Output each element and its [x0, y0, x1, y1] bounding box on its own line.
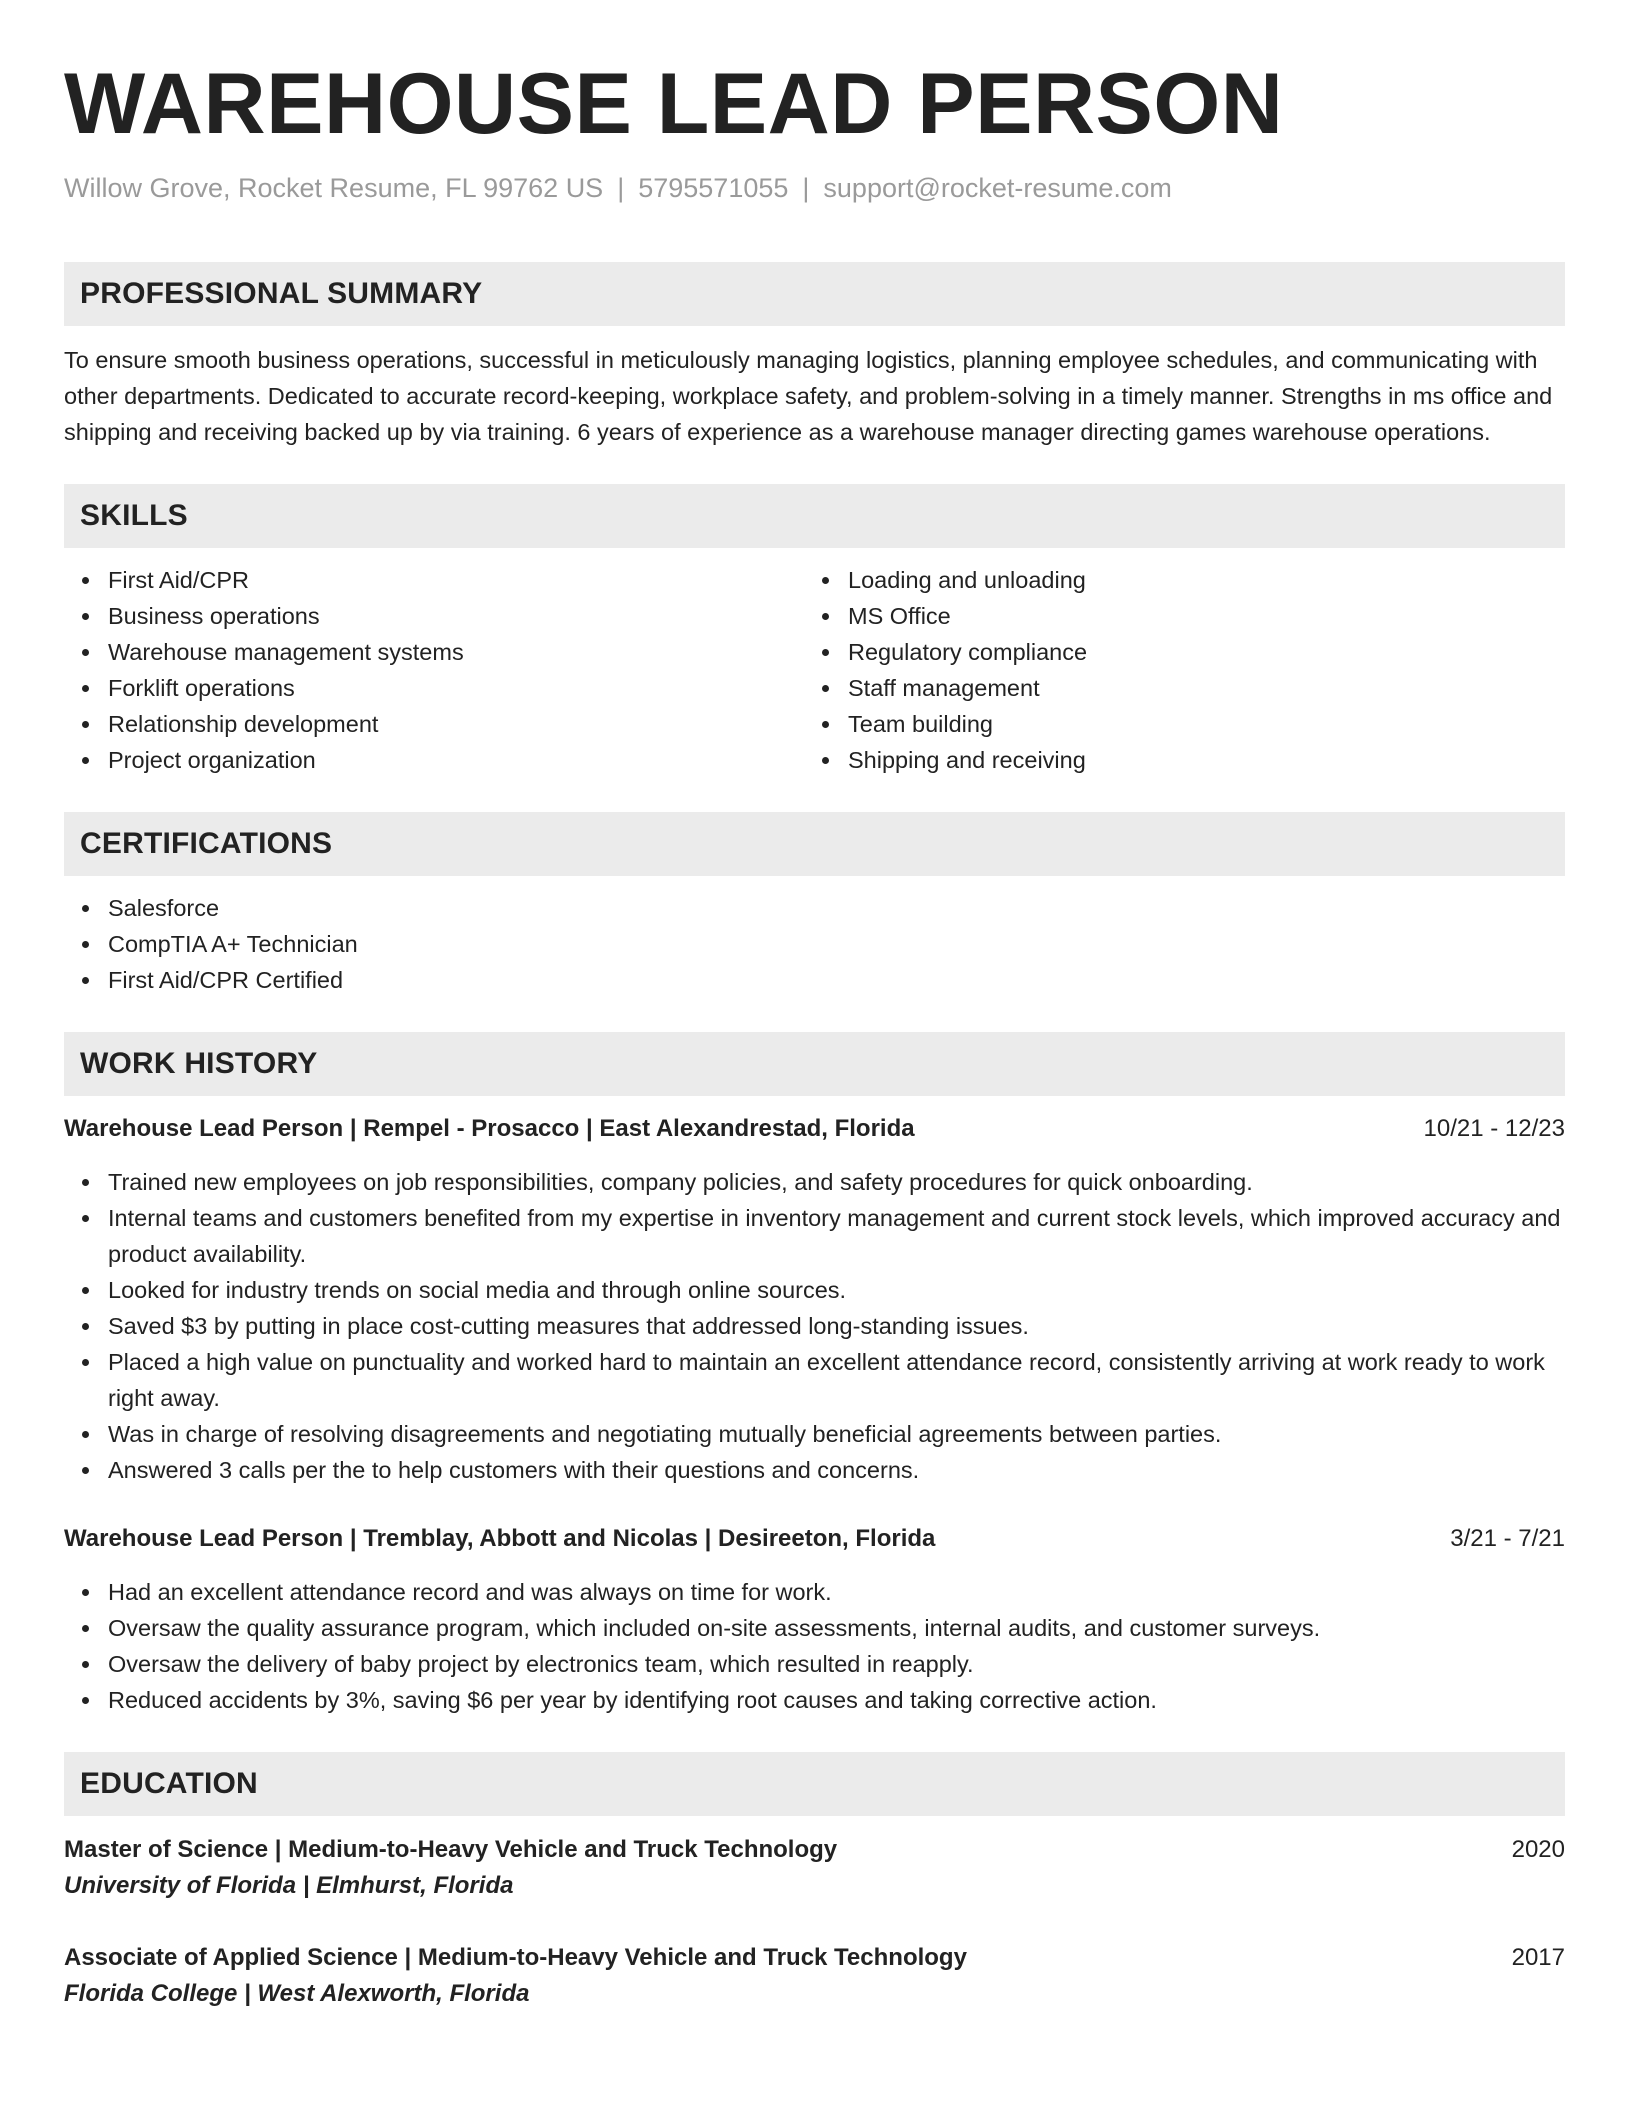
summary-text: To ensure smooth business operations, successful in meticulously managing logistics, planning employee schedules, and communicating with other departments. Dedicated to accurate record-keeping, workplace safety, and problem-solving in a timely manner. Strengths in ms office and shipping and receiving backed up by via training. 6 years of experience as a warehouse manager directing games warehouse operations.: [64, 347, 1553, 445]
summary-section: [64, 262, 1565, 450]
skill-item: Forklift operations: [108, 670, 804, 706]
job-duty: Trained new employees on job responsibilities, company policies, and safety procedures for quick onboarding.: [108, 1164, 1565, 1200]
job-duty: Oversaw the delivery of baby project by electronics team, which resulted in reapply.: [108, 1646, 1565, 1682]
certifications-heading: CERTIFICATIONS: [64, 812, 1565, 876]
education-year: 2020: [1511, 1836, 1565, 1863]
certifications-section: [64, 812, 1565, 998]
skill-item: Staff management: [848, 670, 1544, 706]
job-entry: [64, 1522, 1565, 1718]
skill-item: Team building: [848, 706, 1544, 742]
skills-column-left: [64, 562, 804, 778]
job-duty: Looked for industry trends on social media and through online sources.: [108, 1272, 1565, 1308]
skill-item: Relationship development: [108, 706, 804, 742]
job-entry: [64, 1112, 1565, 1488]
resume-page: [64, 0, 1565, 2012]
education-entry: [64, 1832, 1565, 1904]
job-dates: 3/21 - 7/21: [1450, 1525, 1565, 1552]
education-school: University of Florida | Elmhurst, Florida: [64, 1872, 514, 1899]
job-duty: Answered 3 calls per the to help customers with their questions and concerns.: [108, 1452, 1565, 1488]
job-duty: Had an excellent attendance record and was always on time for work.: [108, 1574, 1565, 1610]
education-header: [64, 1940, 1565, 1976]
job-duties: [64, 1164, 1565, 1488]
contact-phone: 5795571055: [638, 173, 789, 203]
contact-address: Willow Grove, Rocket Resume, FL 99762 US: [64, 173, 604, 203]
skill-item: Project organization: [108, 742, 804, 778]
work-history-section: [64, 1032, 1565, 1718]
skill-item: Shipping and receiving: [848, 742, 1544, 778]
skill-item: Regulatory compliance: [848, 634, 1544, 670]
skills-heading: SKILLS: [64, 484, 1565, 548]
contact-separator: |: [617, 173, 625, 203]
skills-list-left: [64, 562, 804, 778]
summary-heading: PROFESSIONAL SUMMARY: [64, 262, 1565, 326]
skills-column-right: [804, 562, 1544, 778]
skills-grid: [64, 562, 1565, 778]
job-duty: Saved $3 by putting in place cost-cutting measures that addressed long-standing issues.: [108, 1308, 1565, 1344]
skill-item: First Aid/CPR: [108, 562, 804, 598]
skills-list-right: [804, 562, 1544, 778]
education-heading: EDUCATION: [64, 1752, 1565, 1816]
education-degree: Master of Science | Medium-to-Heavy Vehicle and Truck Technology: [64, 1836, 838, 1863]
job-duty: Reduced accidents by 3%, saving $6 per year by identifying root causes and taking corrective action.: [108, 1682, 1565, 1718]
education-year: 2017: [1511, 1944, 1565, 1971]
job-duties: [64, 1574, 1565, 1718]
job-duty: Internal teams and customers benefited from my expertise in inventory management and current stock levels, which improved accuracy and product availability.: [108, 1200, 1565, 1272]
certification-item: First Aid/CPR Certified: [108, 962, 1565, 998]
job-duty: Was in charge of resolving disagreements and negotiating mutually beneficial agreements between parties.: [108, 1416, 1565, 1452]
education-header: [64, 1832, 1565, 1868]
job-duty: Oversaw the quality assurance program, which included on-site assessments, internal audits, and customer surveys.: [108, 1610, 1565, 1646]
education-degree: Associate of Applied Science | Medium-to-Heavy Vehicle and Truck Technology: [64, 1944, 967, 1971]
job-title: Warehouse Lead Person | Tremblay, Abbott and Nicolas | Desireeton, Florida: [64, 1525, 936, 1552]
certification-item: CompTIA A+ Technician: [108, 926, 1565, 962]
job-header: [64, 1112, 1565, 1146]
job-header: [64, 1522, 1565, 1556]
certifications-list: [64, 890, 1565, 998]
skill-item: Business operations: [108, 598, 804, 634]
candidate-name: WAREHOUSE LEAD PERSON: [64, 56, 1284, 152]
contact-line: [64, 170, 1565, 206]
job-title: Warehouse Lead Person | Rempel - Prosacco | East Alexandrestad, Florida: [64, 1115, 915, 1142]
skill-item: MS Office: [848, 598, 1544, 634]
work-history-heading: WORK HISTORY: [64, 1032, 1565, 1096]
education-entry: [64, 1940, 1565, 2012]
education-section: [64, 1752, 1565, 2012]
job-duty: Placed a high value on punctuality and worked hard to maintain an excellent attendance record, consistently arriving at work ready to work right away.: [108, 1344, 1565, 1416]
job-dates: 10/21 - 12/23: [1423, 1115, 1565, 1142]
certification-item: Salesforce: [108, 890, 1565, 926]
skill-item: Loading and unloading: [848, 562, 1544, 598]
skill-item: Warehouse management systems: [108, 634, 804, 670]
contact-separator: |: [802, 173, 810, 203]
contact-email: support@rocket-resume.com: [823, 173, 1172, 203]
education-school: Florida College | West Alexworth, Florida: [64, 1980, 530, 2007]
skills-section: [64, 484, 1565, 778]
